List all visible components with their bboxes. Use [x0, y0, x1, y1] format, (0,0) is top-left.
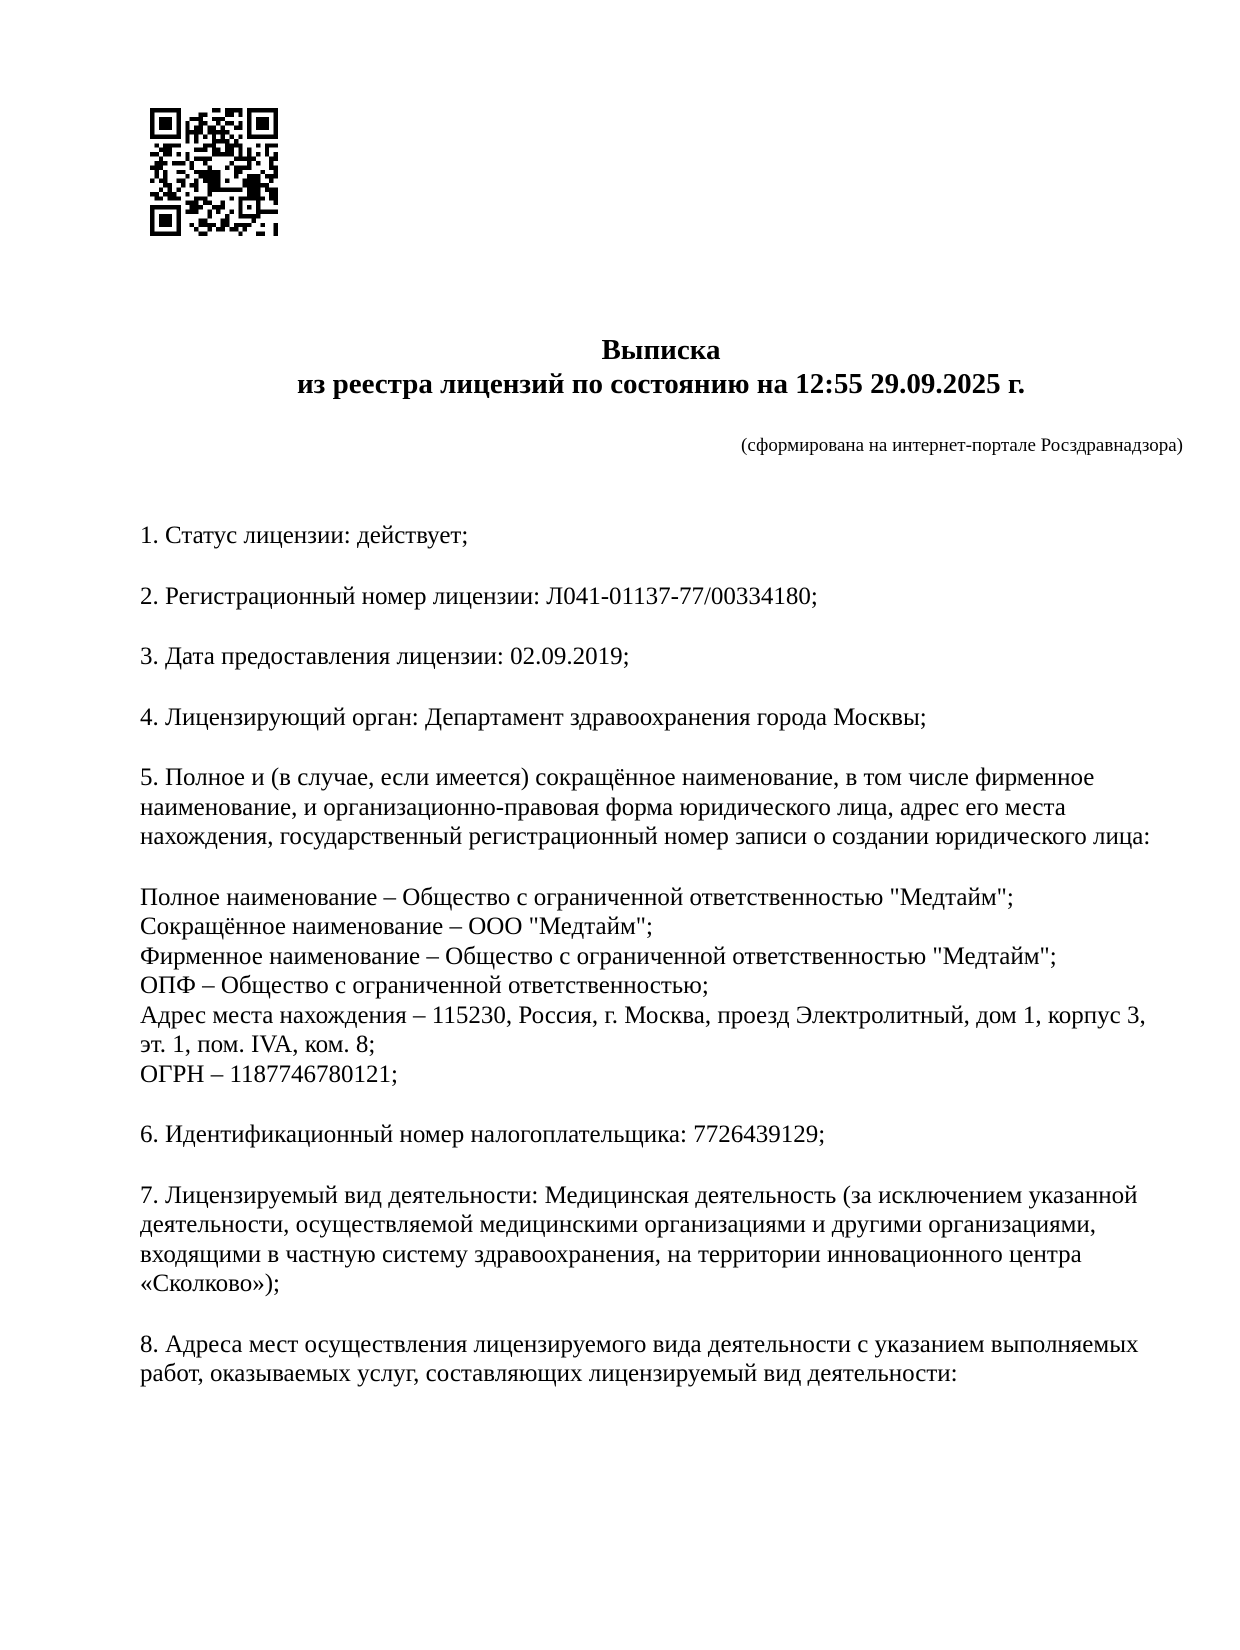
paragraph-line: эт. 1, пом. IVA, ком. 8; [140, 1031, 376, 1058]
paragraph-line: 2. Регистрационный номер лицензии: Л041-01137-77/00334180; [140, 582, 818, 610]
title-line-2: из реестра лицензий по состоянию на 12:55 29.09.2025 г. [296, 368, 1026, 400]
paragraph-line: ОПФ – Общество с ограниченной ответственностью; [140, 972, 709, 999]
paragraph [140, 1330, 1182, 1389]
paragraph-line: ОГРН – 1187746780121; [140, 1060, 398, 1088]
paragraph [140, 883, 1182, 1090]
paragraph [140, 521, 1182, 551]
title-line-1: Выписка [601, 334, 721, 366]
paragraph-line: 6. Идентификационный номер налогоплательщика: 7726439129; [140, 1121, 826, 1148]
paragraph [140, 703, 1182, 733]
paragraph-line: Полное наименование – Общество с ограниченной ответственностью "Медтайм"; [140, 883, 1014, 911]
paragraph-line: 7. Лицензируемый вид деятельности: Медицинская деятельность (за исключением указанной [140, 1181, 1138, 1209]
paragraph [140, 763, 1182, 852]
document-subtitle: (сформирована на интернет-портале Росздравнадзора) [741, 435, 1183, 456]
document-title [140, 333, 1182, 401]
paragraph-line: Адрес места нахождения – 115230, Россия, г. Москва, проезд Электролитный, дом 1, корпус 3, [140, 1001, 1146, 1029]
paragraph [140, 1181, 1182, 1299]
paragraph-line: Фирменное наименование – Общество с ограниченной ответственностью "Медтайм"; [140, 942, 1057, 970]
paragraph-line: входящими в частную систему здравоохранения, на территории инновационного центра [140, 1240, 1082, 1268]
document-body [140, 521, 1182, 1420]
paragraph-line: нахождения, государственный регистрационный номер записи о создании юридического лица: [140, 823, 1151, 850]
paragraph-line: 4. Лицензирующий орган: Департамент здравоохранения города Москвы; [140, 703, 927, 731]
paragraph-line: деятельности, осуществляемой медицинскими организациями и другими организациями, [140, 1211, 1097, 1238]
paragraph-line: 1. Статус лицензии: действует; [140, 522, 469, 549]
paragraph-line: «Сколково»); [140, 1270, 280, 1297]
paragraph-line: 3. Дата предоставления лицензии: 02.09.2019; [140, 643, 630, 670]
paragraph-line: наименование, и организационно-правовая форма юридического лица, адрес его места [140, 793, 1066, 821]
paragraph-line: 8. Адреса мест осуществления лицензируемого вида деятельности с указанием выполняемых [140, 1330, 1139, 1358]
paragraph [140, 1120, 1182, 1150]
qr-code-icon [150, 108, 278, 236]
paragraph-line: работ, оказываемых услуг, составляющих лицензируемый вид деятельности: [140, 1360, 958, 1387]
paragraph [140, 582, 1182, 612]
paragraph-line: Сокращённое наименование – ООО "Медтайм"; [140, 913, 653, 940]
paragraph-line: 5. Полное и (в случае, если имеется) сокращённое наименование, в том числе фирменное [140, 764, 1095, 791]
paragraph [140, 642, 1182, 672]
